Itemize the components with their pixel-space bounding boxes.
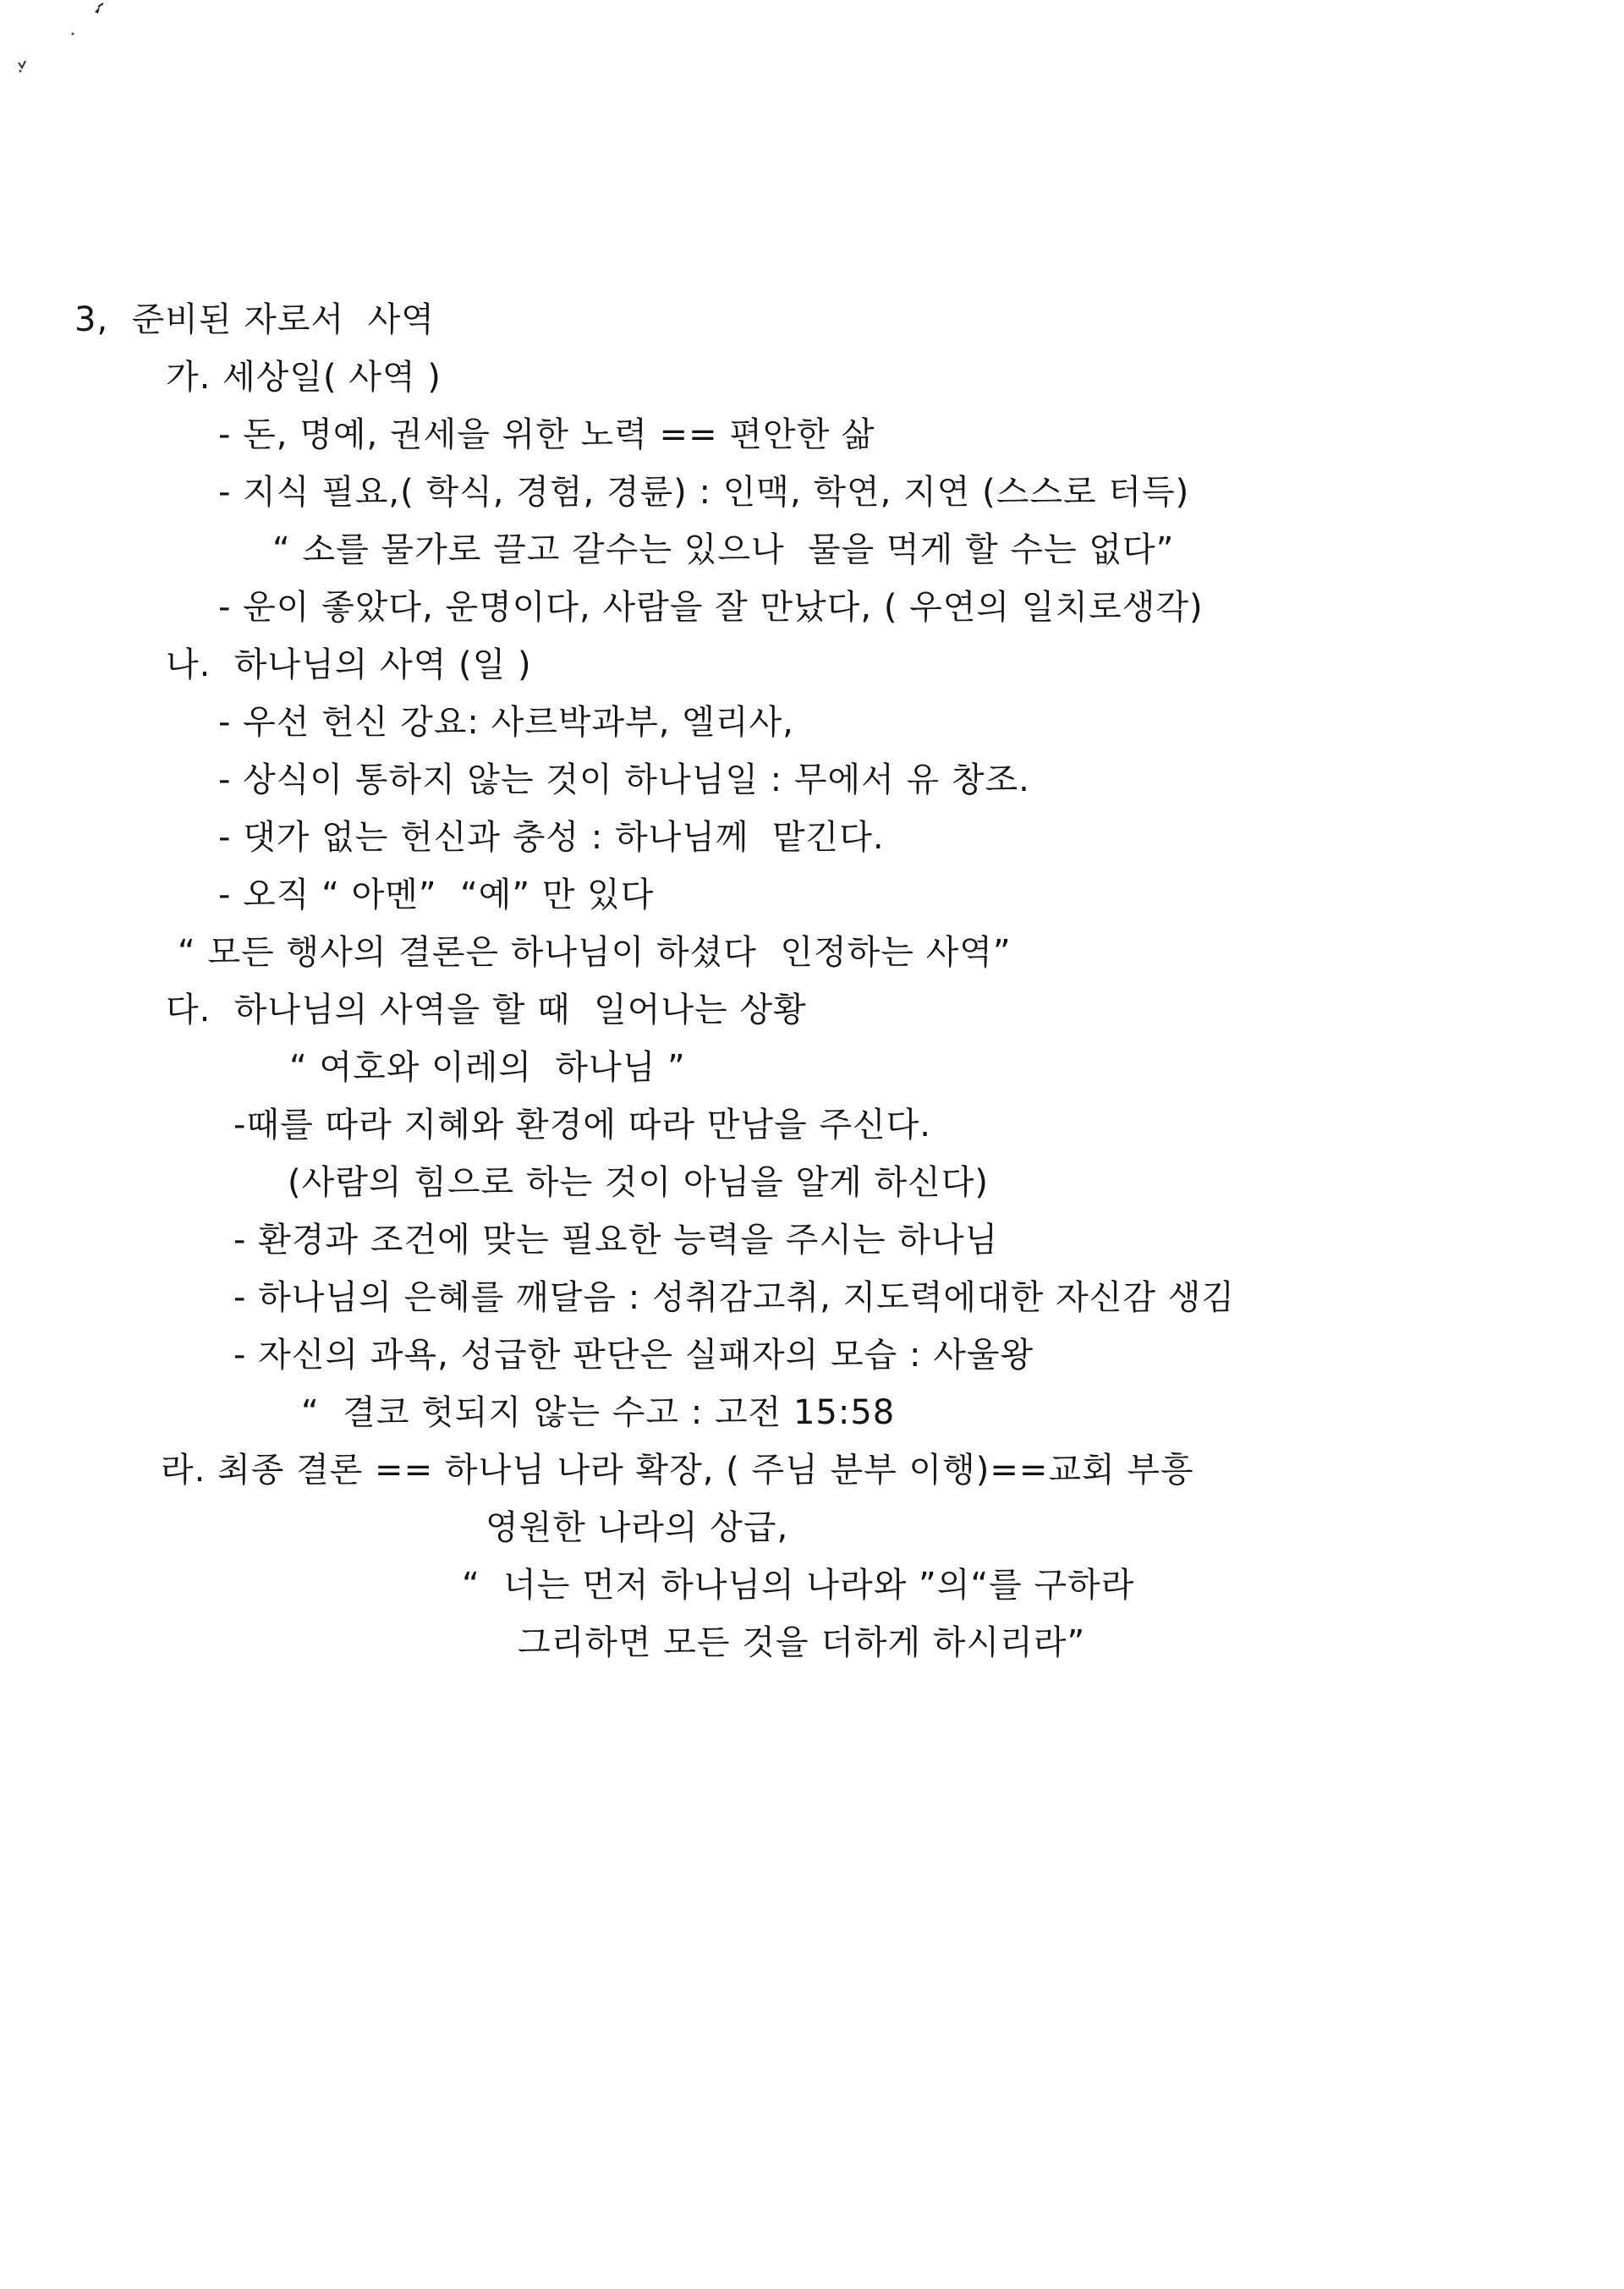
quote-line: “ 모든 행사의 결론은 하나님이 하셨다 인정하는 사역” [178, 933, 1012, 972]
subheading-da: 다. 하나님의 사역을 할 때 일어나는 상황 [166, 991, 807, 1029]
bullet-line: - 운이 좋았다, 운명이다, 사람을 잘 만났다, ( 우연의 일치로생각) [218, 588, 1204, 627]
quote-line: “ 여호와 이레의 하나님 ” [289, 1048, 686, 1087]
indented-line: 영원한 나라의 상급, [486, 1508, 789, 1547]
paren-line: (사람의 힘으로 하는 것이 아님을 알게 하신다) [288, 1163, 990, 1202]
quote-line: “ 너는 먼저 하나님의 나라와 ”의“를 구하라 [462, 1566, 1135, 1605]
section-heading: 3, 준비된 자로서 사역 [74, 300, 435, 339]
bullet-line: - 돈, 명예, 권세을 위한 노력 == 편안한 삶 [218, 415, 875, 454]
quote-line: “ 결코 헛되지 않는 수고 : 고전 15:58 [301, 1393, 896, 1432]
subheading-ra: 라. 최종 결론 == 하나님 나라 확장, ( 주님 분부 이행)==교회 부흥 [161, 1451, 1194, 1490]
bullet-line: - 환경과 조건에 맞는 필요한 능력을 주시는 하나님 [233, 1221, 999, 1260]
quote-line: “ 소를 물가로 끌고 갈수는 있으나 물을 먹게 할 수는 없다” [272, 530, 1175, 569]
bullet-line: - 자신의 과욕, 성급한 판단은 실패자의 모습 : 사울왕 [233, 1336, 1034, 1375]
scan-specks [0, 0, 118, 93]
subheading-ga: 가. 세상일( 사역 ) [166, 358, 442, 397]
bullet-line: - 하나님의 은혜를 깨달음 : 성취감고취, 지도력에대한 자신감 생김 [233, 1278, 1235, 1317]
quote-line: 그리하면 모든 것을 더하게 하시리라” [518, 1623, 1086, 1662]
bullet-line: -때를 따라 지혜와 환경에 따라 만남을 주신다. [233, 1106, 931, 1144]
bullet-line: - 지식 필요,( 학식, 경험, 경륜) : 인맥, 학연, 지연 (스스로 터득) [218, 473, 1190, 512]
bullet-line: - 댓가 없는 헌신과 충성 : 하나님께 맡긴다. [218, 818, 885, 857]
bullet-line: - 상식이 통하지 않는 것이 하나님일 : 무에서 유 창조. [218, 760, 1030, 799]
subheading-na: 나. 하나님의 사역 (일 ) [166, 645, 532, 684]
bullet-line: - 오직 “ 아멘” “예” 만 있다 [218, 876, 655, 914]
bullet-line: - 우선 헌신 강요: 사르박과부, 엘리사, [218, 703, 794, 742]
